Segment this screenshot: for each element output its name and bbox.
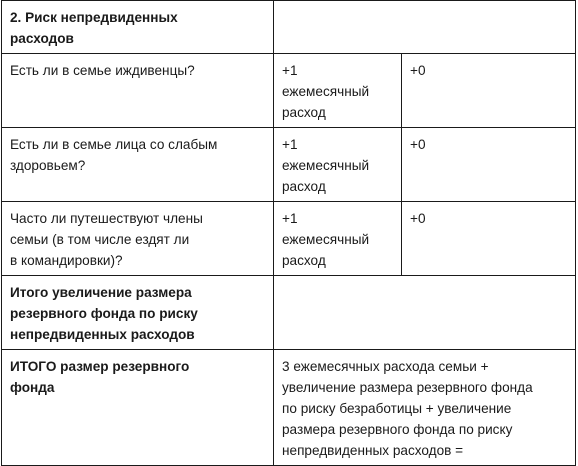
question-cell: Есть ли в семье иждивенцы?	[2, 54, 274, 128]
table-row	[2, 202, 576, 276]
yes-score-cell: +1 ежемесячный расход	[274, 54, 402, 128]
section-title: 2. Риск непредвиденных расходов	[2, 1, 274, 54]
reserve-fund-table	[1, 0, 576, 466]
subtotal-value-cell	[274, 276, 576, 350]
total-formula: 3 ежемесячных расхода семьи + увеличение размера резервного фонда по риску безработицы + увеличение размера резервного фонда по риску непредвиденных расходов =	[274, 350, 576, 466]
yes-score-cell: +1 ежемесячный расход	[274, 128, 402, 202]
section-header-empty-cell	[274, 1, 576, 54]
yes-score-cell: +1 ежемесячный расход	[274, 202, 402, 276]
table-row	[2, 128, 576, 202]
no-score-cell: +0	[402, 202, 576, 276]
no-score-cell: +0	[402, 54, 576, 128]
question-cell: Есть ли в семье лица со слабым здоровьем?	[2, 128, 274, 202]
section-header-row	[2, 1, 576, 54]
no-score-cell: +0	[402, 128, 576, 202]
total-label: ИТОГО размер резервного фонда	[2, 350, 274, 466]
subtotal-row	[2, 276, 576, 350]
total-row	[2, 350, 576, 466]
subtotal-label: Итого увеличение размера резервного фонда по риску непредвиденных расходов	[2, 276, 274, 350]
table-row	[2, 54, 576, 128]
question-cell: Часто ли путешествуют члены семьи (в том числе ездят ли в командировки)?	[2, 202, 274, 276]
